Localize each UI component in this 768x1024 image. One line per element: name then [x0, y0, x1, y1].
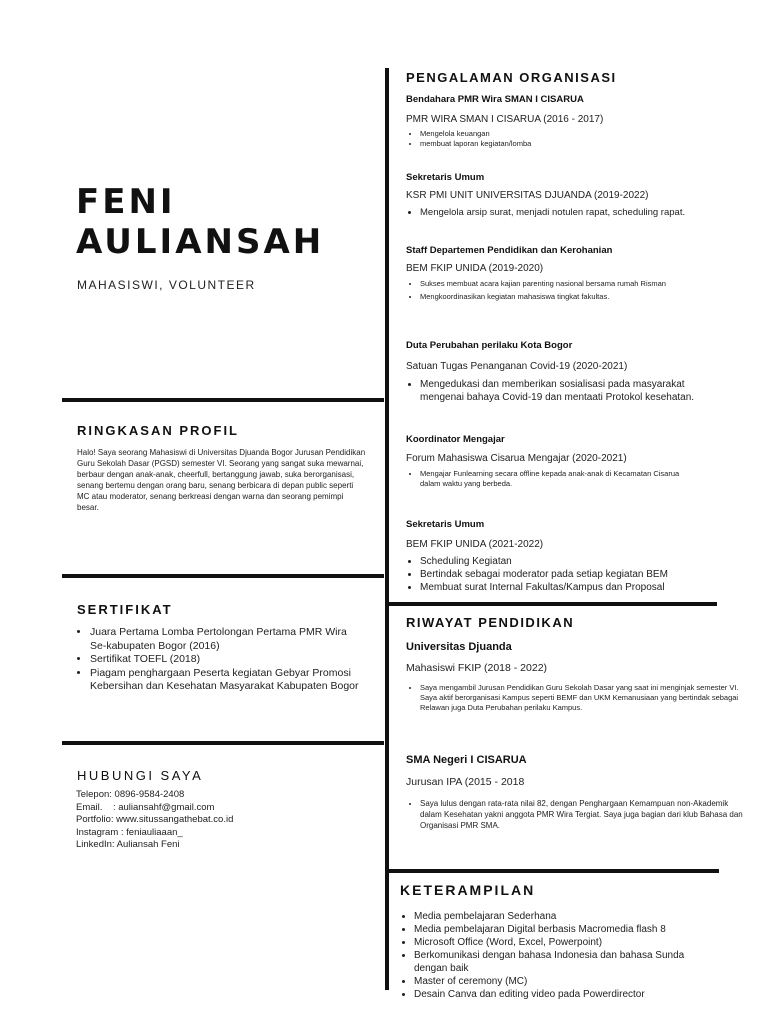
- experience-role: Staff Departemen Pendidikan dan Kerohanian: [406, 245, 613, 256]
- contact-details: [76, 789, 376, 852]
- education-school: SMA Negeri I CISARUA: [406, 754, 527, 766]
- certificate-item: • Piagam penghargaan Peserta kegiatan Gebyar Promosi Kebersihan dan Kesehatan Masyarakat Kabupaten Bogor: [90, 667, 366, 694]
- skill-item: • Media pembelajaran Digital berbasis Macromedia flash 8: [414, 923, 720, 936]
- summary-heading: RINGKASAN PROFIL: [77, 423, 239, 438]
- contact-portfolio[interactable]: Portfolio: www.situssangathebat.co.id: [76, 814, 234, 825]
- experience-org: KSR PMI UNIT UNIVERSITAS DJUANDA (2019-2022): [406, 190, 649, 201]
- divider-summary-top: [62, 398, 384, 402]
- experience-entry: [406, 340, 726, 404]
- contact-phone: Telepon: 0896-9584-2408: [76, 789, 185, 800]
- experience-org: BEM FKIP UNIDA (2021-2022): [406, 539, 544, 550]
- skills-list: [400, 910, 720, 1001]
- education-detail: Jurusan IPA (2015 - 2018: [406, 776, 525, 788]
- experience-item: • Sukses membuat acara kajian parenting nasional bersama rumah Risman: [420, 279, 720, 289]
- experience-item: • Mengelola arsip surat, menjadi notulen rapat, scheduling rapat.: [420, 206, 710, 219]
- experience-org: Forum Mahasiswa Cisarua Mengajar (2020-2021): [406, 453, 627, 464]
- vertical-divider: [385, 68, 389, 990]
- certificate-item: • Sertifikat TOEFL (2018): [90, 653, 366, 667]
- certificates-list: [76, 626, 366, 694]
- experience-item: • membuat laporan kegiatan/lomba: [420, 139, 726, 149]
- last-name: AULIANSAH: [76, 222, 325, 262]
- experience-role: Sekretaris Umum: [406, 519, 485, 530]
- divider-cert-top: [62, 574, 384, 578]
- certificates-heading: SERTIFIKAT: [77, 602, 173, 617]
- experience-org: BEM FKIP UNIDA (2019-2020): [406, 263, 544, 274]
- skill-item: • Media pembelajaran Sederhana: [414, 910, 720, 923]
- education-school: Universitas Djuanda: [406, 641, 512, 653]
- skill-item: • Berkomunikasi dengan bahasa Indonesia dan bahasa Sunda dengan baik: [414, 949, 720, 975]
- contact-linkedin[interactable]: LinkedIn: Auliansah Feni: [76, 839, 180, 850]
- experience-item: • Membuat surat Internal Fakultas/Kampus dan Proposal: [420, 581, 730, 594]
- experience-heading: PENGALAMAN ORGANISASI: [406, 70, 617, 85]
- contact-email[interactable]: Email. : auliansahf@gmail.com: [76, 801, 215, 813]
- experience-item: • Mengedukasi dan memberikan sosialisasi pada masyarakat mengenai bahaya Covid-19 dan mentaati Protokol kesehatan.: [420, 378, 720, 404]
- contact-heading: HUBUNGI SAYA: [77, 768, 204, 783]
- experience-item: • Mengajar Funlearning secara offline kepada anak-anak di Kecamatan Cisarua dalam waktu yang berbeda.: [420, 469, 690, 489]
- tagline: MAHASISWI, VOLUNTEER: [77, 278, 256, 292]
- contact-instagram[interactable]: Instagram : feniauliaaan_: [76, 826, 183, 838]
- experience-entry: [406, 519, 726, 594]
- experience-role: Bendahara PMR Wira SMAN I CISARUA: [406, 94, 584, 105]
- divider-contact-top: [62, 741, 384, 745]
- experience-item: • Mengelola keuangan: [420, 129, 726, 139]
- education-entry: [406, 754, 743, 831]
- skill-item: • Master of ceremony (MC): [414, 975, 720, 988]
- certificate-item: • Juara Pertama Lomba Pertolongan Pertama PMR Wira Se-kabupaten Bogor (2016): [90, 626, 366, 653]
- experience-item: • Scheduling Kegiatan: [420, 555, 730, 568]
- experience-org: PMR WIRA SMAN I CISARUA (2016 - 2017): [406, 114, 604, 125]
- skills-heading: KETERAMPILAN: [400, 882, 536, 898]
- experience-role: Sekretaris Umum: [406, 172, 485, 183]
- experience-entry: [406, 434, 726, 489]
- education-item: • Saya lulus dengan rata-rata nilai 82, dengan Penghargaan Kemampuan non-Akademik dalam Kesehatan yakni anggota PMR Wira Tergiat. Saya juga bagian dari klub Bahasa dan Organisasi PMR SMA.: [420, 798, 750, 831]
- education-entry: [406, 641, 739, 713]
- experience-role: Koordinator Mengajar: [406, 434, 505, 445]
- experience-org: Satuan Tugas Penanganan Covid-19 (2020-2021): [406, 361, 628, 372]
- skill-item: • Microsoft Office (Word, Excel, Powerpoint): [414, 936, 720, 949]
- experience-entry: [406, 94, 726, 149]
- skill-item: • Desain Canva dan editing video pada Powerdirector: [414, 988, 720, 1001]
- education-detail: Mahasiswi FKIP (2018 - 2022): [406, 662, 548, 674]
- education-heading: RIWAYAT PENDIDIKAN: [406, 615, 575, 630]
- experience-item: • Bertindak sebagai moderator pada setiap kegiatan BEM: [420, 568, 730, 581]
- experience-entry: [406, 245, 726, 302]
- experience-entry: [406, 172, 726, 219]
- divider-education-top: [389, 602, 717, 606]
- education-item: • Saya mengambil Jurusan Pendidikan Guru Sekolah Dasar yang saat ini menginjak semester VI. Saya aktif berorganisasi Kampus seperti BEMF dan UKM Kemanusiaan yang bertindak sebagai Relawan juga Duta Perubahan perilaku Kampus.: [420, 683, 745, 713]
- first-name: FENI: [76, 182, 176, 222]
- experience-role: Duta Perubahan perilaku Kota Bogor: [406, 340, 573, 351]
- experience-item: • Mengkoordinasikan kegiatan mahasiswa tingkat fakultas.: [420, 292, 720, 302]
- divider-skills-top: [389, 869, 719, 873]
- summary-text: Halo! Saya seorang Mahasiswi di Universitas Djuanda Bogor Jurusan Pendidikan Guru Sekolah Dasar (PGSD) semester VI. Seorang yang sangat suka mewarnai, berbaur dengan anak-anak, cheerfull, bertanggung jawab, suka berorganisasi, senang bertemu dengan orang baru, senang berbicara di depan public seperti MC atau moderator, senang berkreasi dengan warna dan seorang pemimpi besar.: [77, 448, 366, 512]
